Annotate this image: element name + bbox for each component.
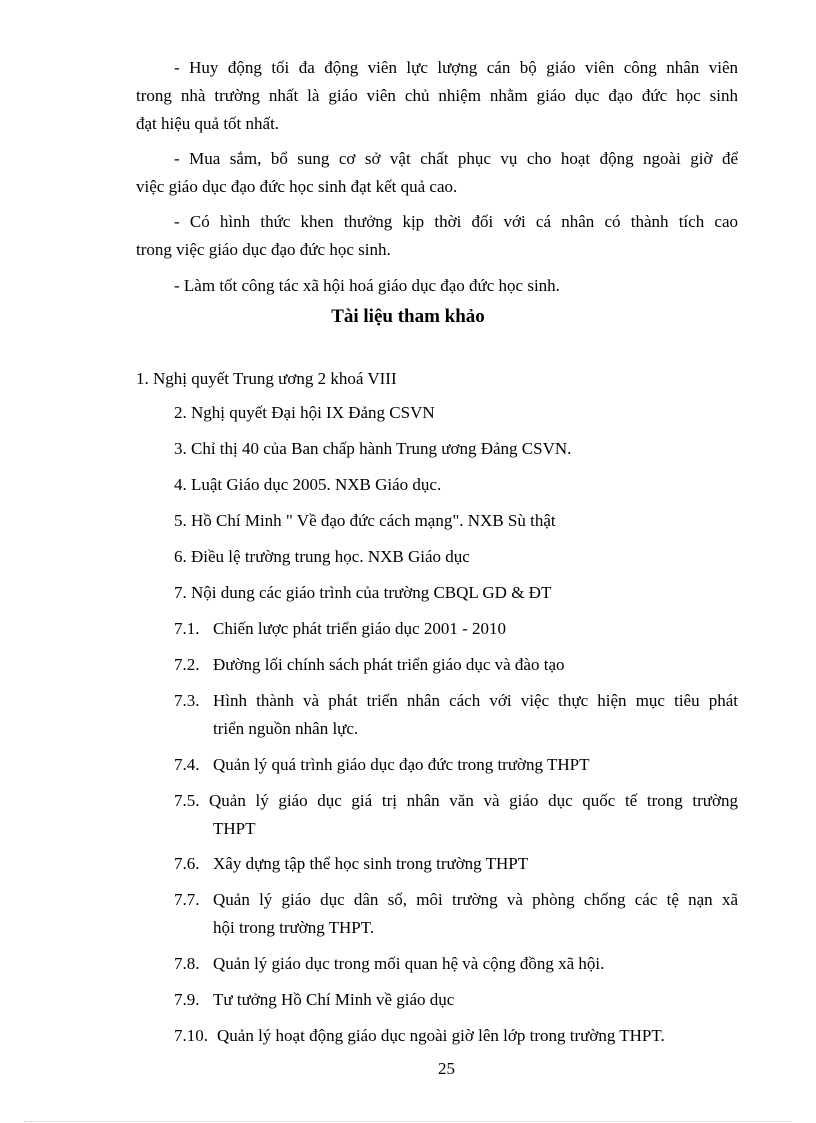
- subitem-text: Hình thành và phát triển nhân cách với việc thực hiện mục tiêu phát: [213, 691, 738, 710]
- paragraph-3-line-1: - Có hình thức khen thưởng kịp thời đối với cá nhân có thành tích cao: [174, 212, 738, 231]
- subitem-text: Quản lý quá trình giáo dục đạo đức trong trường THPT: [213, 755, 590, 774]
- subitem-text: Quản lý giáo dục trong mối quan hệ và cộng đồng xã hội.: [213, 954, 605, 973]
- subitem-number: 7.6.: [174, 854, 200, 873]
- page-number: 25: [438, 1059, 455, 1078]
- reference-item-4: 4. Luật Giáo dục 2005. NXB Giáo dục.: [174, 475, 442, 494]
- paragraph-2-line-1: - Mua sắm, bổ sung cơ sở vật chất phục vụ cho hoạt động ngoài giờ để: [174, 149, 738, 168]
- subitem-number: 7.4.: [174, 755, 200, 774]
- reference-item-6: 6. Điều lệ trường trung học. NXB Giáo dục: [174, 547, 470, 566]
- reference-item-5: 5. Hồ Chí Minh " Về đạo đức cách mạng". NXB Sù thật: [174, 511, 556, 530]
- subitem-number: 7.9.: [174, 990, 200, 1009]
- subitem-number: 7.7.: [174, 890, 200, 909]
- subitem-text: Chiến lược phát triển giáo dục 2001 - 2010: [213, 619, 506, 638]
- subitem-number: 7.3.: [174, 691, 200, 710]
- subitem-text-continued: triển nguồn nhân lực.: [213, 719, 359, 738]
- paragraph-4-line-1: - Làm tốt công tác xã hội hoá giáo dục đạo đức học sinh.: [174, 276, 560, 295]
- subitem-text: Quản lý giáo dục giá trị nhân văn và giáo dục quốc tế trong trường: [209, 791, 738, 810]
- reference-item-7: 7. Nội dung các giáo trình của trường CBQL GD & ĐT: [174, 583, 552, 602]
- subitem-number: 7.2.: [174, 655, 200, 674]
- subitem-number: 7.10.: [174, 1026, 208, 1045]
- paragraph-1-line-1: - Huy động tối đa động viên lực lượng cán bộ giáo viên công nhân viên: [174, 58, 738, 77]
- reference-item-2: 2. Nghị quyết Đại hội IX Đảng CSVN: [174, 403, 435, 422]
- subitem-number: 7.1.: [174, 619, 200, 638]
- references-heading: Tài liệu tham khảo: [331, 306, 485, 327]
- paragraph-2-line-2: việc giáo dục đạo đức học sinh đạt kết quả cao.: [136, 177, 458, 196]
- paragraph-1-line-2: trong nhà trường nhất là giáo viên chủ nhiệm nhằm giáo dục đạo đức học sinh: [136, 86, 738, 105]
- subitem-text: Đường lối chính sách phát triển giáo dục và đào tạo: [213, 655, 565, 674]
- paragraph-1-line-3: đạt hiệu quả tốt nhất.: [136, 114, 280, 133]
- footer-divider: [24, 1121, 792, 1122]
- subitem-text-continued: hội trong trường THPT.: [213, 918, 375, 937]
- reference-item-3: 3. Chỉ thị 40 của Ban chấp hành Trung ương Đảng CSVN.: [174, 439, 572, 458]
- subitem-text: Xây dựng tập thể học sinh trong trường THPT: [213, 854, 529, 873]
- subitem-text-continued: THPT: [213, 819, 256, 838]
- subitem-number: 7.5.: [174, 791, 200, 810]
- subitem-text: Tư tưởng Hồ Chí Minh về giáo dục: [213, 990, 455, 1009]
- subitem-number: 7.8.: [174, 954, 200, 973]
- reference-item-1: 1. Nghị quyết Trung ương 2 khoá VIII: [136, 369, 397, 388]
- subitem-text: Quản lý giáo dục dân số, môi trường và phòng chống các tệ nạn xã: [213, 890, 738, 909]
- subitem-text: Quản lý hoạt động giáo dục ngoài giờ lên lớp trong trường THPT.: [217, 1026, 665, 1045]
- paragraph-3-line-2: trong việc giáo dục đạo đức học sinh.: [136, 240, 391, 259]
